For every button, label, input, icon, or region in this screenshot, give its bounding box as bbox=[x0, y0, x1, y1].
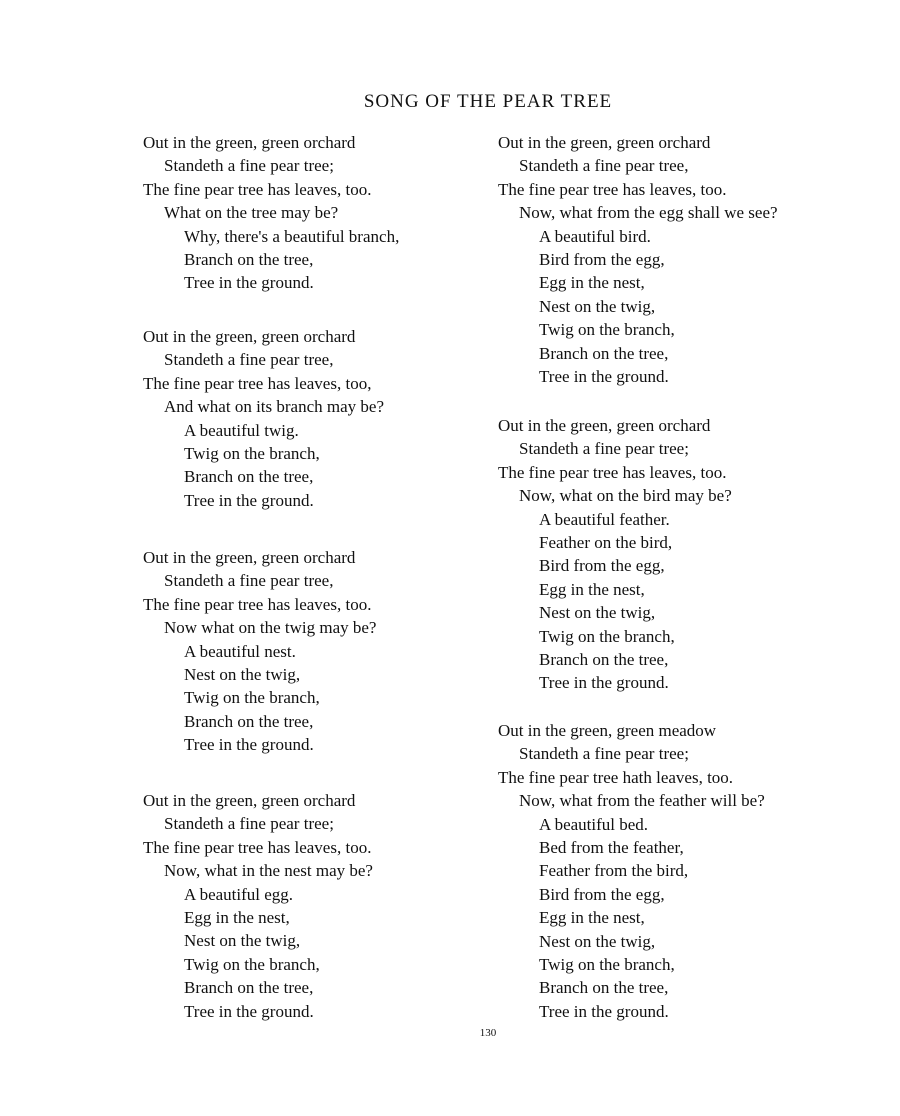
verse-line: Now, what from the feather will be? bbox=[519, 791, 765, 811]
verse-line: A beautiful egg. bbox=[184, 884, 294, 904]
verse-line: Tree in the ground. bbox=[539, 366, 669, 386]
verse-line: Egg in the nest, bbox=[539, 579, 645, 599]
verse-line: Out in the green, green orchard bbox=[143, 548, 356, 567]
verse-line: Branch on the tree, bbox=[184, 711, 314, 731]
verse-line: Branch on the tree, bbox=[539, 978, 669, 998]
verse-line: Branch on the tree, bbox=[184, 467, 314, 487]
verse-line: Branch on the tree, bbox=[184, 249, 314, 269]
verse-line: Now, what on the bird may be? bbox=[519, 486, 732, 506]
verse-line: The fine pear tree has leaves, too. bbox=[143, 594, 372, 614]
verse-line: Standeth a fine pear tree, bbox=[519, 156, 689, 176]
verse-line: Twig on the branch, bbox=[539, 626, 675, 646]
stanza bbox=[143, 131, 399, 295]
verse-line: Tree in the ground. bbox=[539, 1001, 669, 1021]
verse-line: Tree in the ground. bbox=[539, 673, 669, 693]
page-title: SONG OF THE PEAR TREE bbox=[363, 91, 613, 112]
verse-line: The fine pear tree has leaves, too. bbox=[498, 462, 727, 482]
verse-line: Twig on the branch, bbox=[184, 688, 320, 708]
verse-line: A beautiful bed. bbox=[539, 814, 649, 834]
verse-line: Branch on the tree, bbox=[184, 978, 314, 998]
verse-line: Twig on the branch, bbox=[539, 320, 675, 340]
verse-line: Nest on the twig, bbox=[539, 603, 656, 623]
stanza bbox=[143, 546, 376, 757]
verse-line: Branch on the tree, bbox=[539, 343, 669, 363]
verse-line: Now what on the twig may be? bbox=[164, 618, 377, 638]
verse-line: Bird from the egg, bbox=[539, 249, 665, 269]
verse-line: Out in the green, green orchard bbox=[143, 327, 356, 346]
verse-line: Standeth a fine pear tree; bbox=[164, 814, 334, 834]
verse-line: Feather from the bird, bbox=[539, 861, 689, 881]
verse-line: Out in the green, green orchard bbox=[498, 133, 711, 152]
verse-line: Now, what in the nest may be? bbox=[164, 861, 373, 881]
stanza bbox=[143, 325, 384, 512]
verse-line: Twig on the branch, bbox=[184, 954, 320, 974]
verse-line: Standeth a fine pear tree, bbox=[164, 350, 334, 370]
verse-line: A beautiful nest. bbox=[184, 641, 296, 661]
verse-line: Standeth a fine pear tree; bbox=[519, 744, 689, 764]
verse-line: Bed from the feather, bbox=[539, 837, 684, 857]
verse-line: Standeth a fine pear tree; bbox=[519, 439, 689, 459]
verse-line: Egg in the nest, bbox=[539, 908, 645, 928]
verse-line: Tree in the ground. bbox=[184, 273, 314, 293]
verse-line: Standeth a fine pear tree, bbox=[164, 571, 334, 591]
verse-line: Out in the green, green orchard bbox=[143, 133, 356, 152]
verse-line: Egg in the nest, bbox=[184, 907, 290, 927]
verse-line: Tree in the ground. bbox=[184, 1001, 314, 1021]
verse-line: Twig on the branch, bbox=[539, 954, 675, 974]
verse-line: Nest on the twig, bbox=[539, 296, 656, 316]
verse-line: Nest on the twig, bbox=[184, 931, 301, 951]
verse-line: And what on its branch may be? bbox=[164, 397, 384, 417]
verse-line: The fine pear tree has leaves, too, bbox=[143, 373, 372, 393]
verse-line: Egg in the nest, bbox=[539, 273, 645, 293]
verse-line: Standeth a fine pear tree; bbox=[164, 156, 334, 176]
verse-line: The fine pear tree has leaves, too. bbox=[498, 179, 727, 199]
verse-line: Out in the green, green orchard bbox=[498, 416, 711, 435]
verse-line: A beautiful bird. bbox=[539, 226, 651, 246]
verse-line: Out in the green, green orchard bbox=[143, 791, 356, 810]
verse-line: What on the tree may be? bbox=[164, 203, 339, 223]
page-number: 130 bbox=[479, 1027, 497, 1039]
verse-line: Nest on the twig, bbox=[184, 664, 301, 684]
verse-line: Out in the green, green meadow bbox=[498, 721, 717, 740]
verse-line: The fine pear tree has leaves, too. bbox=[143, 837, 372, 857]
verse-line: Bird from the egg, bbox=[539, 556, 665, 576]
verse-line: Now, what from the egg shall we see? bbox=[519, 203, 778, 223]
stanza bbox=[143, 789, 373, 1023]
verse-line: Bird from the egg, bbox=[539, 884, 665, 904]
verse-line: Why, there's a beautiful branch, bbox=[184, 226, 400, 246]
verse-line: A beautiful twig. bbox=[184, 420, 299, 440]
stanza bbox=[498, 719, 765, 1023]
verse-line: A beautiful feather. bbox=[539, 509, 670, 529]
verse-line: Twig on the branch, bbox=[184, 443, 320, 463]
verse-line: Tree in the ground. bbox=[184, 490, 314, 510]
verse-line: Feather on the bird, bbox=[539, 532, 673, 552]
stanza bbox=[498, 414, 732, 695]
verse-line: Nest on the twig, bbox=[539, 931, 656, 951]
verse-line: Branch on the tree, bbox=[539, 649, 669, 669]
verse-line: The fine pear tree hath leaves, too. bbox=[498, 767, 734, 787]
verse-line: Tree in the ground. bbox=[184, 735, 314, 755]
stanza bbox=[498, 131, 778, 388]
verse-line: The fine pear tree has leaves, too. bbox=[143, 179, 372, 199]
